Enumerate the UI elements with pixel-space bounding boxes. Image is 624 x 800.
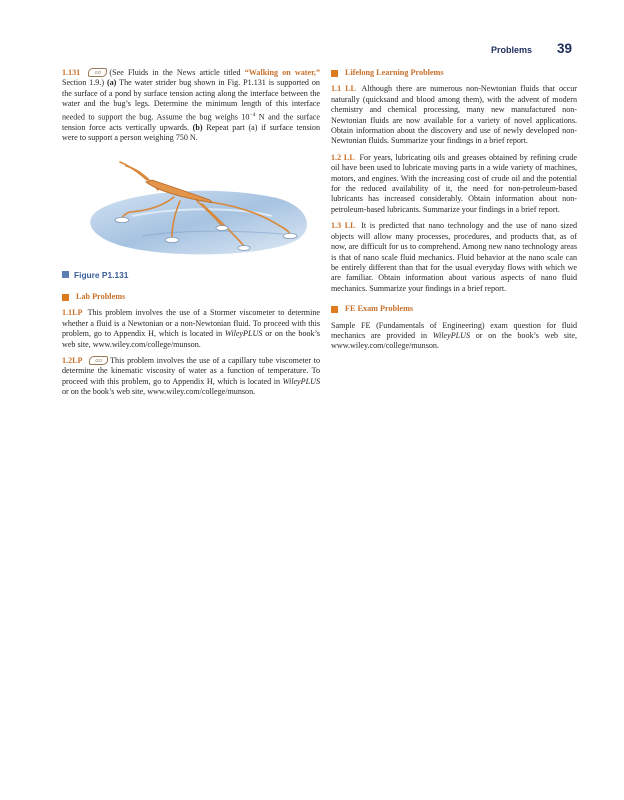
figure-label: Figure P1.131 — [74, 269, 129, 280]
article-title: “Walking on water,” — [244, 68, 321, 77]
water-strider-illustration — [62, 160, 320, 260]
water-strider-figure — [62, 160, 320, 260]
section-marker-square — [331, 70, 338, 77]
problem-1-1ll: 1.1 LL Although there are numerous non-Newtonian fluids that occur naturally (quicksand and blood among them), with the advent of modern chemistry and chemical processing, many new manufactured non-Newtonian fluids are now available for a variety of novel applications. Obtain information about the discovery and use of newly developed non-Newtonian fluids. Summarize your findings in a brief report. — [331, 84, 577, 146]
page-number: 39 — [556, 41, 572, 56]
problem-number: 1.1LP — [62, 308, 83, 318]
lifelong-learning-heading — [331, 68, 577, 78]
lab-problems-heading — [62, 292, 320, 302]
go-tutorial-icon: GO — [89, 356, 108, 365]
left-column — [62, 68, 320, 404]
problem-number: 1.3 LL — [331, 221, 356, 231]
problem-1-1lp: 1.1LP This problem involves the use of a Stormer viscometer to determine whether a fluid is a Newtonian or a non-Newtonian fluid. To proceed with this problem, go to Appendix H, which is located in WileyPLUS or on the book’s web site, www.wiley.com/college/munson. — [62, 308, 321, 349]
section-title: Lab Problems — [76, 291, 126, 301]
fe-exam-heading — [331, 304, 577, 314]
problem-1-131: 1.131 GO (See Fluids in the News article titled “Walking on water,” Section 1.9.) (a) The water strider bug shown in Fig. P1.131 is supported on the surface of a pond by surface tension acting along the interface between the water and the bug’s legs. Determine the minimum length of this interface needed to support the bug. Assume the bug weighs $10^{-4}$ N and the surface tension force acts vertically upwards. (b) Repeat part (a) if surface tension were to support a person weighing 750 N. — [62, 68, 321, 143]
figure-marker-square — [62, 271, 69, 278]
section-marker-square — [62, 294, 69, 301]
section-title: FE Exam Problems — [345, 304, 414, 314]
problem-1-2lp: 1.2LP GO This problem involves the use of a capillary tube viscometer to determine the kinematic viscosity of water as a function of temperature. To proceed with this problem, go to Appendix H, which is located in WileyPLUS or on the book’s web site, www.wiley.com/college/munson. — [62, 355, 320, 397]
right-column — [331, 68, 577, 358]
section-marker-square — [331, 306, 338, 313]
problem-number: 1.1 LL — [331, 84, 356, 94]
figure-caption — [62, 270, 320, 280]
problem-number: 1.131 — [62, 68, 81, 77]
problem-number: 1.2LP — [62, 355, 83, 365]
go-tutorial-icon: GO — [88, 68, 107, 77]
problem-1-3ll: 1.3 LL It is predicted that nano technology and the use of nano sized objects will allow many processes, procedures, and products that, as of now, are difficult for us to comprehend. Among new nano technology areas is that of nano scale fluid mechanics. Fluid behavior at the nano scale can be entirely different than that for the usual everyday flows with which we are familiar. Obtain information about various aspects of nano fluid mechanics. Summarize your findings in a brief report. — [331, 221, 577, 293]
running-head: Problems — [490, 45, 532, 55]
section-title: Lifelong Learning Problems — [345, 68, 444, 77]
problem-number: 1.2 LL — [331, 152, 355, 162]
problem-1-2ll: 1.2 LL For years, lubricating oils and greases obtained by refining crude oil have been used to lubricate moving parts in a wide variety of machines, motors, and engines. With the increasing cost of crude oil and the potential for the reduced availability of it, the need for non-petroleum-based lubricants has increased considerably. Obtain information about non-petroleum-based lubricants. Summarize your findings in a brief report. — [331, 152, 577, 214]
page-header — [491, 41, 572, 56]
fe-exam-text: Sample FE (Fundamentals of Engineering) exam question for fluid mechanics are provided in WileyPLUS or on the book’s web site, www.wiley.com/college/munson. — [331, 320, 578, 351]
